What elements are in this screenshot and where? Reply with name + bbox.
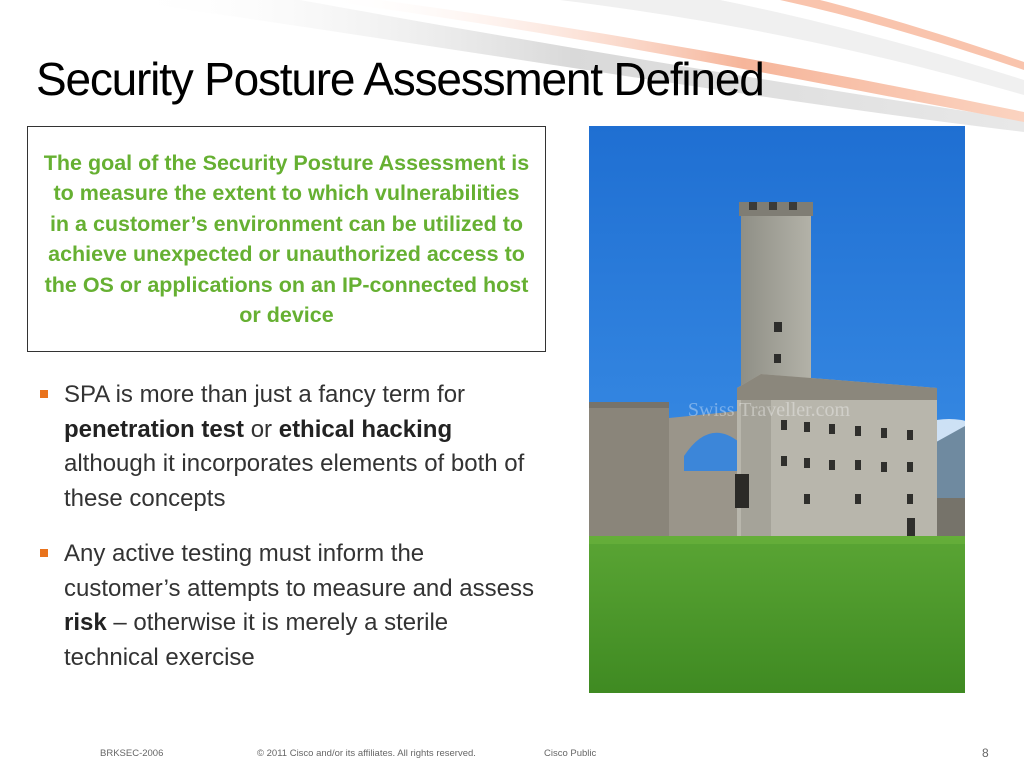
footer-classification: Cisco Public xyxy=(544,748,597,759)
bullet-item-2 xyxy=(40,537,540,675)
bullet-square-icon xyxy=(40,390,48,398)
page-number: 8 xyxy=(982,746,989,760)
bullet-text: Any active testing must inform the customer’s attempts to measure and assess risk – otherwise it is merely a sterile technical exercise xyxy=(64,540,534,671)
bullet-square-icon xyxy=(40,549,48,557)
bullet-list xyxy=(40,378,540,696)
footer-copyright: © 2011 Cisco and/or its affiliates. All rights reserved. xyxy=(257,748,476,759)
photo-watermark: Swiss Traveller.com xyxy=(687,399,851,421)
castle-tower-photo xyxy=(589,126,965,693)
footer-session-code: BRKSEC-2006 xyxy=(100,748,164,759)
goal-callout-box xyxy=(27,126,546,352)
bullet-item-1 xyxy=(40,378,540,516)
bullet-text: SPA is more than just a fancy term for penetration test or ethical hacking although it incorporates elements of both of these concepts xyxy=(64,381,525,512)
goal-statement: The goal of the Security Posture Assessment is to measure the extent to which vulnerabilities in a customer’s environment can be utilized to achieve unexpected or unauthorized access to the OS or applications on an IP-connected host or device xyxy=(43,150,530,327)
slide-title: Security Posture Assessment Defined xyxy=(36,53,764,105)
